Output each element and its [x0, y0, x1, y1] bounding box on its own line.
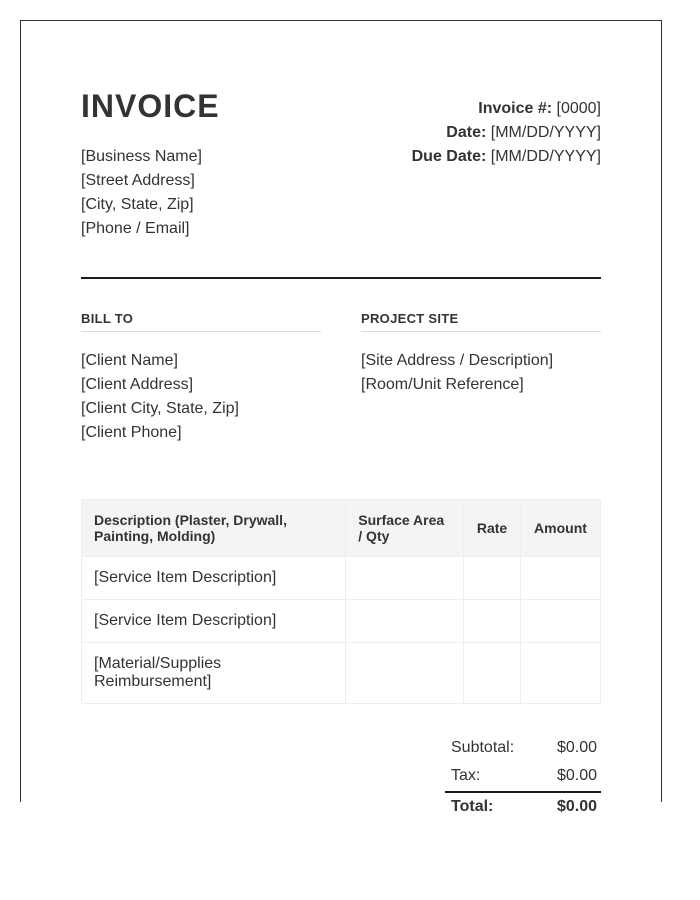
column-header-amount: Amount	[521, 500, 601, 557]
subtotal-row	[445, 734, 601, 762]
due-date-row	[412, 145, 601, 169]
table-row	[82, 557, 601, 600]
item-amount	[521, 600, 601, 643]
bill-to-heading: BILL TO	[81, 311, 321, 332]
total-label: Total:	[451, 798, 494, 815]
item-description: [Service Item Description]	[82, 557, 346, 600]
table-header-row	[82, 500, 601, 557]
due-date-label: Due Date:	[411, 148, 487, 165]
room-reference: [Room/Unit Reference]	[361, 376, 524, 393]
item-qty	[346, 557, 464, 600]
business-info	[81, 145, 202, 241]
invoice-date-row	[412, 121, 601, 145]
subtotal-label: Subtotal:	[451, 739, 515, 756]
totals-block	[445, 734, 601, 821]
table-row	[82, 600, 601, 643]
project-site-heading: PROJECT SITE	[361, 311, 601, 332]
header-divider	[81, 277, 601, 279]
client-address: [Client Address]	[81, 376, 194, 393]
business-contact: [Phone / Email]	[81, 220, 190, 237]
invoice-number-value: [0000]	[556, 100, 601, 117]
client-name: [Client Name]	[81, 352, 178, 369]
due-date-value: [MM/DD/YYYY]	[490, 148, 601, 165]
bill-to-section	[81, 311, 321, 445]
invoice-meta	[412, 97, 601, 169]
item-description: [Service Item Description]	[82, 600, 346, 643]
item-rate	[464, 600, 521, 643]
business-name: [Business Name]	[81, 148, 202, 165]
invoice-number-label: Invoice #:	[478, 100, 553, 117]
invoice-title: INVOICE	[81, 88, 220, 124]
item-qty	[346, 600, 464, 643]
business-city: [City, State, Zip]	[81, 196, 194, 213]
item-rate	[464, 557, 521, 600]
item-amount	[521, 643, 601, 704]
business-street: [Street Address]	[81, 172, 195, 189]
invoice-date-label: Date:	[446, 124, 487, 141]
item-description: [Material/Supplies Reimbursement]	[82, 643, 346, 704]
column-header-description: Description (Plaster, Drywall, Painting, Molding)	[82, 500, 346, 557]
total-row	[445, 791, 601, 821]
site-address: [Site Address / Description]	[361, 352, 554, 369]
tax-value: $0.00	[556, 767, 597, 784]
item-rate	[464, 643, 521, 704]
table-row	[82, 643, 601, 704]
project-site-section	[361, 311, 601, 397]
item-qty	[346, 643, 464, 704]
invoice-page	[20, 20, 662, 815]
tax-label: Tax:	[451, 767, 481, 784]
invoice-date-value: [MM/DD/YYYY]	[490, 124, 601, 141]
subtotal-value: $0.00	[556, 739, 597, 756]
total-value: $0.00	[556, 798, 597, 815]
line-items-table	[81, 499, 601, 704]
item-amount	[521, 557, 601, 600]
column-header-qty: Surface Area / Qty	[346, 500, 464, 557]
column-header-rate: Rate	[464, 500, 521, 557]
client-city: [Client City, State, Zip]	[81, 400, 239, 417]
tax-row	[445, 762, 601, 790]
invoice-number-row	[412, 97, 601, 121]
client-phone: [Client Phone]	[81, 424, 182, 441]
